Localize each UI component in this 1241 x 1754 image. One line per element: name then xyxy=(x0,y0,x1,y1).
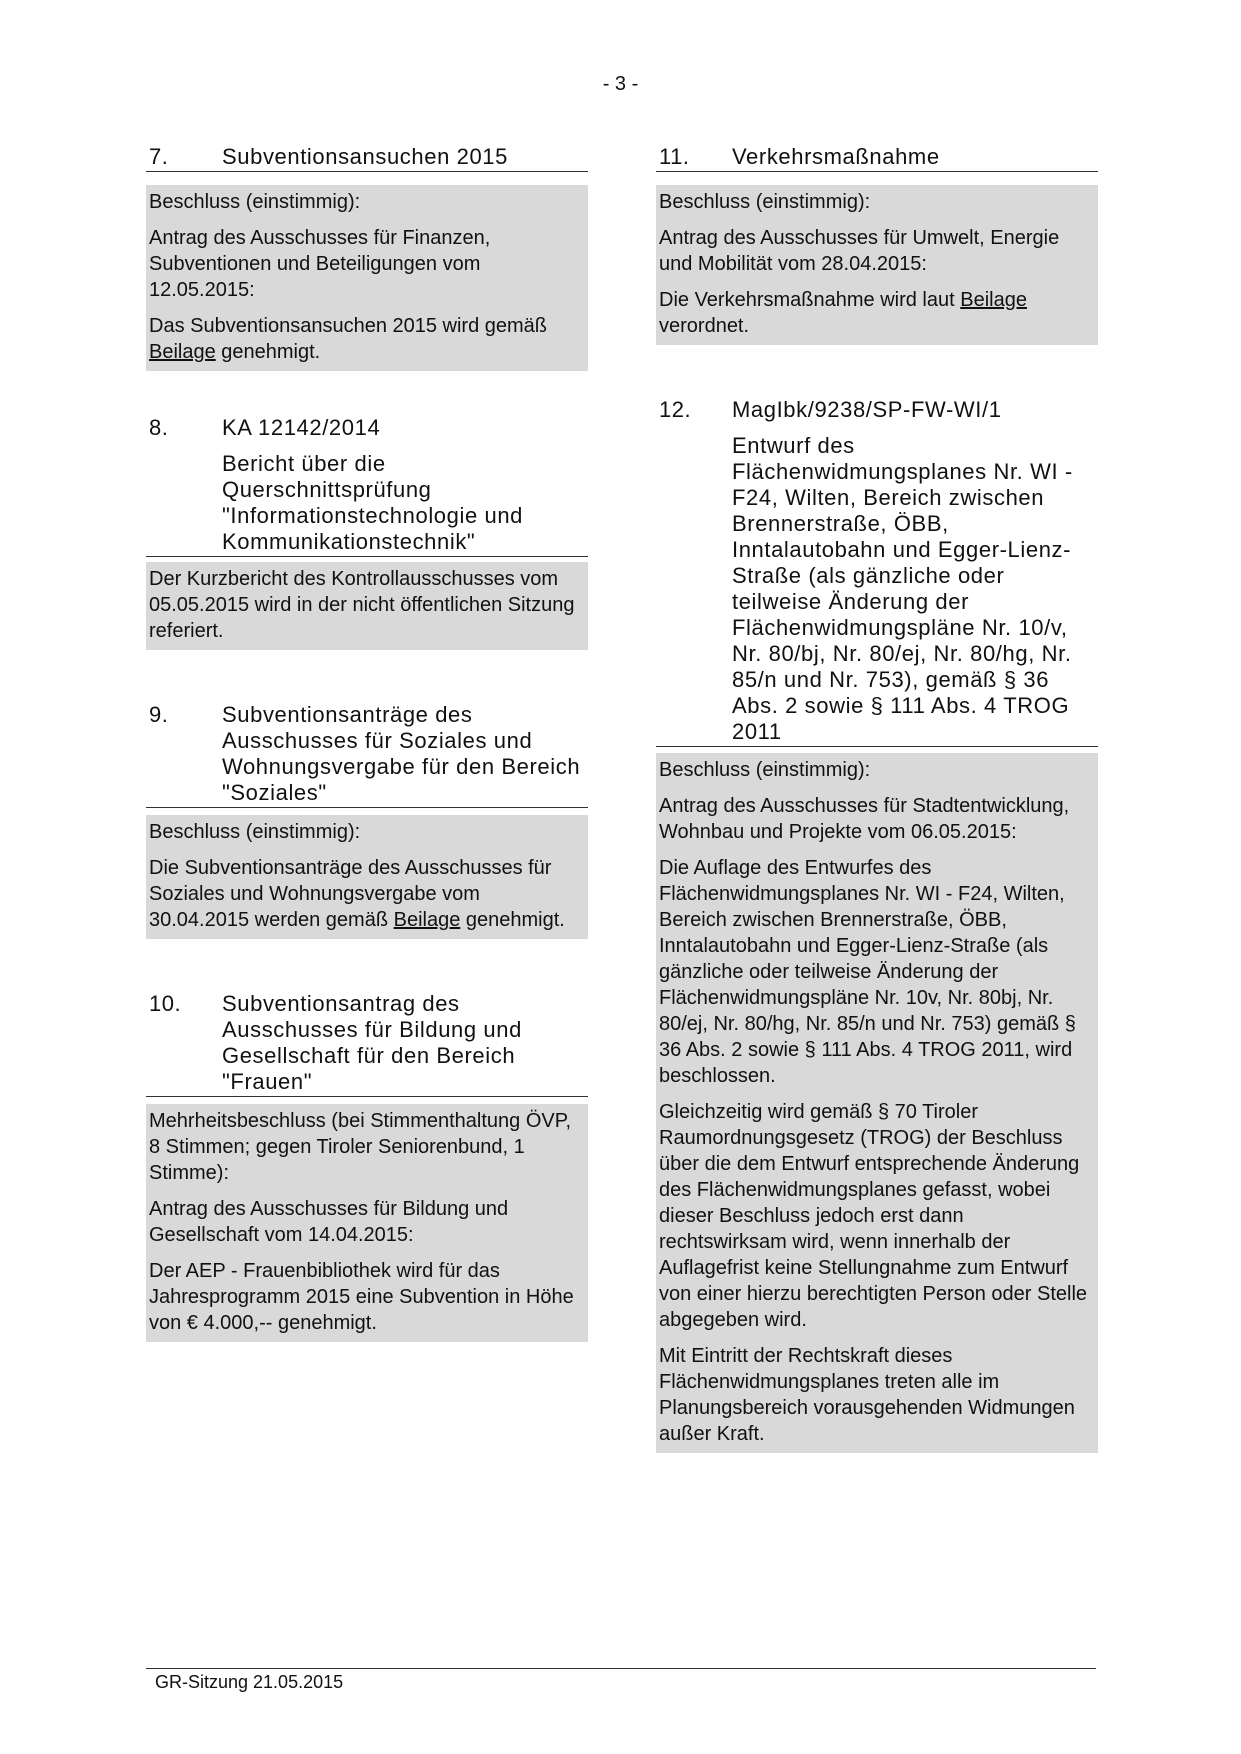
decision-type: Beschluss (einstimmig): xyxy=(659,759,871,781)
item-title: KA 12142/2014 xyxy=(222,415,381,440)
item-subtitle: Entwurf des Flächenwidmungsplanes Nr. WI - F24, Wilten, Bereich zwischen Brennerstraße, ÖBB, Inntalautobahn und Egger-Lienz-Straße (als gänzliche oder teilweise Änderung der Flächenwidmungspläne Nr. 10/v, Nr. 80/bj, Nr. 80/ej, Nr. 80/hg, Nr. 85/n und Nr. 753), gemäß § 36 Abs. 2 sowie § 111 Abs. 4 TROG 2011 xyxy=(656,433,1098,747)
agenda-item-11 xyxy=(656,144,1098,345)
item-number: 11. xyxy=(659,144,690,169)
motion-text: Antrag des Ausschusses für Finanzen, Subventionen und Beteiligungen vom 12.05.2015: xyxy=(149,227,491,301)
item-number: 8. xyxy=(149,415,169,440)
motion-text: Antrag des Ausschusses für Umwelt, Energie und Mobilität vom 28.04.2015: xyxy=(659,227,1060,275)
item-heading xyxy=(146,415,588,441)
beilage-link[interactable]: Beilage xyxy=(393,909,461,931)
left-column xyxy=(146,144,588,1342)
item-title: MagIbk/9238/SP-FW-WI/1 xyxy=(732,397,1002,422)
motion-text: Antrag des Ausschusses für Stadtentwicklung, Wohnbau und Projekte vom 06.05.2015: xyxy=(659,795,1070,843)
item-heading xyxy=(146,702,588,808)
decision-box xyxy=(656,185,1098,345)
item-heading xyxy=(146,991,588,1097)
agenda-item-12 xyxy=(656,397,1098,1453)
decision-box xyxy=(656,753,1098,1453)
decision-text: Der Kurzbericht des Kontrollausschusses vom 05.05.2015 wird in der nicht öffentlichen Sitzung referiert. xyxy=(149,568,575,642)
footer-text: GR-Sitzung 21.05.2015 xyxy=(155,1672,344,1692)
item-heading xyxy=(146,144,588,172)
decision-box xyxy=(146,185,588,371)
item-number: 7. xyxy=(149,144,169,169)
decision-text: Das Subventionsansuchen 2015 wird gemäß Beilage genehmigt. xyxy=(149,315,548,363)
item-heading xyxy=(656,144,1098,172)
item-number: 10. xyxy=(149,991,182,1016)
item-title: Subventionsansuchen 2015 xyxy=(222,144,508,169)
decision-type: Beschluss (einstimmig): xyxy=(149,821,361,843)
decision-box xyxy=(146,1104,588,1342)
agenda-item-7 xyxy=(146,144,588,371)
item-title: Verkehrsmaßnahme xyxy=(732,144,940,169)
decision-text: Die Auflage des Entwurfes des Flächenwidmungsplanes Nr. WI - F24, Wilten, Bereich zwischen Brennerstraße, ÖBB, Inntalautobahn und Egger-Lienz-Straße (als gänzliche oder teilweise Änderung der Flächenwidmungspläne Nr. 10v, Nr. 80bj, Nr. 80/ej, Nr. 80/hg, Nr. 85/n und Nr. 753) gemäß § 36 Abs. 2 sowie § 111 Abs. 4 TROG 2011, wird beschlossen. xyxy=(659,857,1076,1087)
item-title: Subventionsanträge des Ausschusses für Soziales und Wohnungsvergabe für den Bereich "Soziales" xyxy=(222,702,581,805)
decision-text: Die Verkehrsmaßnahme wird laut Beilage verordnet. xyxy=(659,289,1027,337)
footer-divider xyxy=(146,1668,1096,1669)
decision-type: Beschluss (einstimmig): xyxy=(659,191,871,213)
agenda-item-9 xyxy=(146,702,588,939)
decision-box xyxy=(146,815,588,939)
page-number: - 3 - xyxy=(602,73,639,95)
item-number: 12. xyxy=(659,397,692,422)
item-number: 9. xyxy=(149,702,169,727)
decision-type: Beschluss (einstimmig): xyxy=(149,191,361,213)
decision-text: Gleichzeitig wird gemäß § 70 Tiroler Raumordnungsgesetz (TROG) der Beschluss über die dem Entwurf entsprechende Änderung des Flächenwidmungsplanes gefasst, wobei dieser Beschluss jedoch erst dann rechtswirksam wird, wenn innerhalb der Auflagefrist keine Stellungnahme zum Entwurf von einer hierzu berechtigten Person oder Stelle abgegeben wird. xyxy=(659,1101,1088,1331)
right-column xyxy=(656,144,1098,1453)
decision-text: Der AEP - Frauenbibliothek wird für das Jahresprogramm 2015 eine Subvention in Höhe von € 4.000,-- genehmigt. xyxy=(149,1260,574,1334)
decision-text: Mit Eintritt der Rechtskraft dieses Flächenwidmungsplanes treten alle im Planungsbereich vorausgehenden Widmungen außer Kraft. xyxy=(659,1345,1075,1445)
beilage-link[interactable]: Beilage xyxy=(960,289,1027,311)
decision-text: Die Subventionsanträge des Ausschusses für Soziales und Wohnungsvergabe vom 30.04.2015 werden gemäß Beilage genehmigt. xyxy=(149,857,565,931)
decision-box xyxy=(146,562,588,650)
agenda-item-8 xyxy=(146,415,588,650)
decision-type: Mehrheitsbeschluss (bei Stimmenthaltung ÖVP, 8 Stimmen; gegen Tiroler Seniorenbund, 1 Stimme): xyxy=(149,1110,572,1184)
agenda-item-10 xyxy=(146,991,588,1342)
item-heading xyxy=(656,397,1098,423)
item-title: Subventionsantrag des Ausschusses für Bildung und Gesellschaft für den Bereich "Frauen" xyxy=(222,991,522,1094)
beilage-link[interactable]: Beilage xyxy=(149,341,216,363)
motion-text: Antrag des Ausschusses für Bildung und Gesellschaft vom 14.04.2015: xyxy=(149,1198,509,1246)
item-subtitle: Bericht über die Querschnittsprüfung "Informationstechnologie und Kommunikationstechnik" xyxy=(146,451,588,557)
